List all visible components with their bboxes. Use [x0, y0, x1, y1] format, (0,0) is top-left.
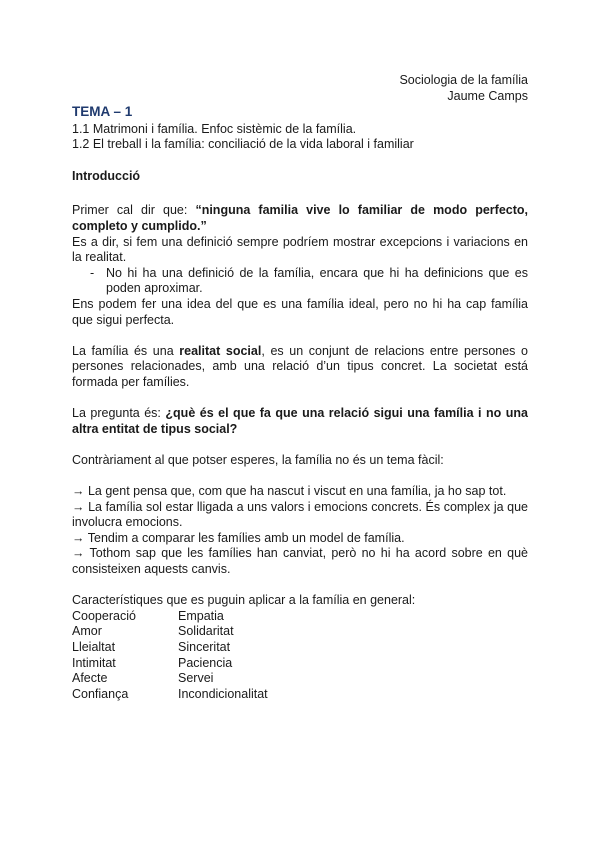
- characteristics-list: [72, 609, 528, 703]
- question-paragraph: [72, 406, 528, 437]
- intro-paragraph-5: Contràriament al que potser esperes, la família no és un tema fàcil:: [72, 452, 444, 467]
- characteristic: Cooperació: [72, 608, 136, 623]
- author-name: Jaume Camps: [447, 89, 528, 103]
- bullet-item: [90, 266, 528, 297]
- subtopic-1: 1.1 Matrimoni i família. Enfoc sistèmic de la família.: [72, 121, 357, 136]
- document-header: [399, 72, 528, 104]
- characteristic: Sinceritat: [178, 640, 231, 654]
- p4-text-a: La família és una: [72, 343, 180, 358]
- subtopic-2: 1.2 El treball i la família: conciliació de la vida laboral i familiar: [72, 137, 414, 152]
- bullet-dash: -: [90, 265, 95, 280]
- characteristic: Amor: [72, 624, 102, 639]
- arrow-item-4: → Tothom sap que les famílies han canviat, però no hi ha acord sobre en què consisteixen aquests canvis.: [72, 546, 528, 577]
- p4-bold: realitat social: [179, 343, 262, 358]
- document-body: [72, 104, 528, 702]
- quote-text: “ninguna familia vive lo familiar de modo perfecto, completo y cumplido.”: [72, 203, 528, 233]
- characteristic: Empatia: [178, 608, 224, 623]
- arrow-item-1: → La gent pensa que, com que ha nascut i viscut en una família, ja ho sap tot.: [72, 484, 507, 499]
- intro-paragraph-4: [72, 344, 528, 391]
- characteristic: Confiança: [72, 686, 129, 701]
- quote-prefix: Primer cal dir que:: [72, 203, 196, 218]
- bullet-text: No hi ha una definició de la família, encara que hi ha definicions que es poden aproximar.: [106, 265, 528, 296]
- tema-title: TEMA – 1: [72, 104, 133, 119]
- arrow-item-2: → La família sol estar lligada a uns valors i emocions concrets. És complex ja que involucra emocions.: [72, 499, 528, 530]
- characteristic: Paciencia: [178, 655, 233, 670]
- intro-heading: Introducció: [72, 168, 141, 183]
- characteristic: Lleialtat: [72, 640, 116, 654]
- question-prefix: La pregunta és:: [72, 406, 166, 421]
- characteristic: Incondicionalitat: [178, 686, 268, 701]
- characteristic: Servei: [178, 671, 214, 686]
- intro-paragraph-2: Es a dir, si fem una definició sempre podríem mostrar excepcions i variacions en la realitat.: [72, 234, 528, 265]
- arrow-item-3: → Tendim a comparar les famílies amb un model de família.: [72, 530, 405, 545]
- p4-text-b: , es un conjunt de relacions entre persones o persones relacionades, amb una relació d’un tipus concret. La societat está formada per famílies.: [72, 343, 529, 389]
- characteristic: Solidaritat: [178, 624, 234, 639]
- characteristic: Afecte: [72, 671, 108, 686]
- characteristic: Intimitat: [72, 655, 116, 670]
- intro-paragraph-3: Ens podem fer una idea del que es una família ideal, pero no hi ha cap família que sigui perfecta.: [72, 296, 528, 327]
- course-name: Sociologia de la família: [399, 73, 528, 87]
- question-text: ¿què és el que fa que una relació sigui una família i no una altra entitat de tipus social?: [72, 406, 528, 436]
- intro-paragraph-quote: [72, 203, 528, 234]
- characteristics-intro: Característiques que es puguin aplicar a la família en general:: [72, 593, 416, 608]
